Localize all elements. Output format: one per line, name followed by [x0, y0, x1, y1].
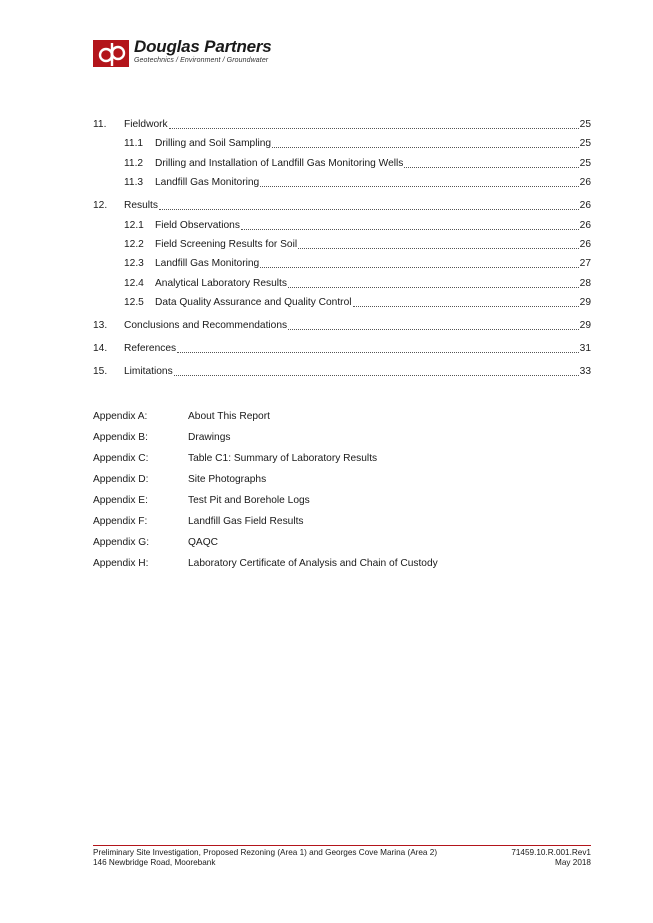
toc-subsection-row[interactable]: [93, 157, 591, 171]
appendix-title: About This Report: [188, 411, 270, 422]
toc-subsection-title: Drilling and Installation of Landfill Gas Monitoring Wells: [155, 157, 404, 169]
appendix-label: Appendix B:: [93, 432, 148, 443]
toc-subsection-title: Landfill Gas Monitoring: [155, 258, 260, 270]
appendix-label: Appendix H:: [93, 558, 149, 569]
toc-subsection-row[interactable]: [93, 238, 591, 252]
toc-subsection-row[interactable]: [93, 137, 591, 151]
toc-section-number: 13.: [93, 320, 108, 331]
toc-leader-dots: [241, 228, 579, 230]
appendix-row[interactable]: [93, 557, 591, 571]
appendix-title: Site Photographs: [188, 474, 267, 485]
toc-section-row[interactable]: [93, 118, 591, 132]
toc-leader-dots: [260, 266, 578, 268]
toc-leader-dots: [159, 208, 579, 210]
toc-section-title: References: [124, 342, 177, 354]
toc-leader-dots: [288, 328, 579, 330]
toc-subsection-number: 11.2: [124, 157, 144, 169]
appendix-title: Test Pit and Borehole Logs: [188, 495, 310, 506]
toc-subsection-row[interactable]: [93, 277, 591, 291]
toc-leader-dots: [298, 247, 579, 249]
appendix-title: Table C1: Summary of Laboratory Results: [188, 453, 378, 464]
toc-page-number: 25: [579, 119, 591, 130]
toc-page-number: 29: [579, 297, 591, 309]
toc-subsection-title: Analytical Laboratory Results: [155, 277, 287, 289]
toc-subsection-row[interactable]: [93, 296, 591, 310]
toc-subsection-number: 11.3: [124, 177, 144, 189]
toc-subsection-number: 12.4: [124, 277, 144, 289]
dp-logo-icon: [93, 40, 129, 67]
toc-leader-dots: [353, 305, 579, 307]
appendix-label: Appendix C:: [93, 453, 149, 464]
toc-section-title: Fieldwork: [124, 119, 168, 130]
toc-section-number: 14.: [93, 342, 108, 354]
toc-section-row[interactable]: [93, 319, 591, 333]
footer-document-title: Preliminary Site Investigation, Proposed Rezoning (Area 1) and Georges Cove Marina (Area 2): [93, 848, 438, 857]
appendix-title: QAQC: [188, 537, 219, 548]
toc-subsection-number: 12.1: [124, 219, 144, 231]
appendix-label: Appendix E:: [93, 495, 148, 506]
toc-section-title: Conclusions and Recommendations: [124, 320, 288, 331]
toc-subsection-number: 12.5: [124, 297, 144, 309]
toc-page-number: 25: [579, 138, 591, 150]
toc-subsection-row[interactable]: [93, 257, 591, 271]
toc-leader-dots: [177, 351, 579, 353]
toc-section-row[interactable]: [93, 342, 591, 356]
toc-subsection-title: Data Quality Assurance and Quality Control: [155, 297, 352, 309]
appendix-label: Appendix F:: [93, 516, 148, 527]
appendix-row[interactable]: [93, 536, 591, 550]
toc-subsection-title: Drilling and Soil Sampling: [155, 138, 272, 150]
toc-page-number: 29: [579, 320, 591, 331]
toc-page-number: 28: [579, 277, 591, 289]
toc-section-row[interactable]: [93, 199, 591, 213]
toc-page-number: 26: [579, 238, 591, 250]
toc-page-number: 27: [579, 258, 591, 270]
toc-page-number: 31: [579, 342, 591, 354]
appendix-label: Appendix A:: [93, 411, 148, 422]
appendix-label: Appendix G:: [93, 537, 150, 548]
footer-site-address: 146 Newbridge Road, Moorebank: [93, 858, 216, 867]
appendix-row[interactable]: [93, 515, 591, 529]
toc-subsection-row[interactable]: [93, 176, 591, 190]
toc-section-number: 15.: [93, 365, 108, 377]
toc-subsection-number: 12.2: [124, 238, 144, 250]
toc-page-number: 33: [579, 365, 591, 377]
appendix-label: Appendix D:: [93, 474, 149, 485]
toc-leader-dots: [174, 374, 579, 376]
toc-subsection-title: Field Observations: [155, 219, 240, 231]
footer-divider: [93, 845, 591, 846]
footer-date: May 2018: [555, 858, 591, 867]
toc-page-number: 25: [579, 157, 591, 169]
appendix-title: Landfill Gas Field Results: [188, 516, 304, 527]
appendix-row[interactable]: [93, 452, 591, 466]
toc-subsection-number: 11.1: [124, 138, 144, 150]
toc-leader-dots: [169, 127, 579, 129]
toc-page-number: 26: [579, 177, 591, 189]
toc-section-title: Limitations: [124, 365, 173, 377]
footer-report-number: 71459.10.R.001.Rev1: [511, 848, 591, 857]
appendix-title: Laboratory Certificate of Analysis and Chain of Custody: [188, 558, 438, 569]
appendix-row[interactable]: [93, 410, 591, 424]
toc-section-number: 11.: [93, 119, 107, 130]
toc-leader-dots: [404, 166, 578, 168]
toc-page-number: 26: [579, 200, 591, 212]
appendix-row[interactable]: [93, 494, 591, 508]
toc-subsection-row[interactable]: [93, 219, 591, 233]
toc-leader-dots: [272, 146, 579, 148]
appendix-title: Drawings: [188, 432, 231, 443]
toc-subsection-number: 12.3: [124, 258, 144, 270]
appendix-row[interactable]: [93, 473, 591, 487]
toc-page-number: 26: [579, 219, 591, 231]
toc-section-number: 12.: [93, 200, 108, 212]
toc-section-row[interactable]: [93, 365, 591, 379]
toc-leader-dots: [288, 286, 579, 288]
company-tagline: Geotechnics / Environment / Groundwater: [134, 57, 269, 64]
toc-leader-dots: [260, 185, 578, 187]
appendix-row[interactable]: [93, 431, 591, 445]
toc-subsection-title: Landfill Gas Monitoring: [155, 177, 260, 189]
toc-subsection-title: Field Screening Results for Soil: [155, 238, 298, 250]
toc-section-title: Results: [124, 200, 158, 212]
company-name: Douglas Partners: [134, 37, 272, 56]
